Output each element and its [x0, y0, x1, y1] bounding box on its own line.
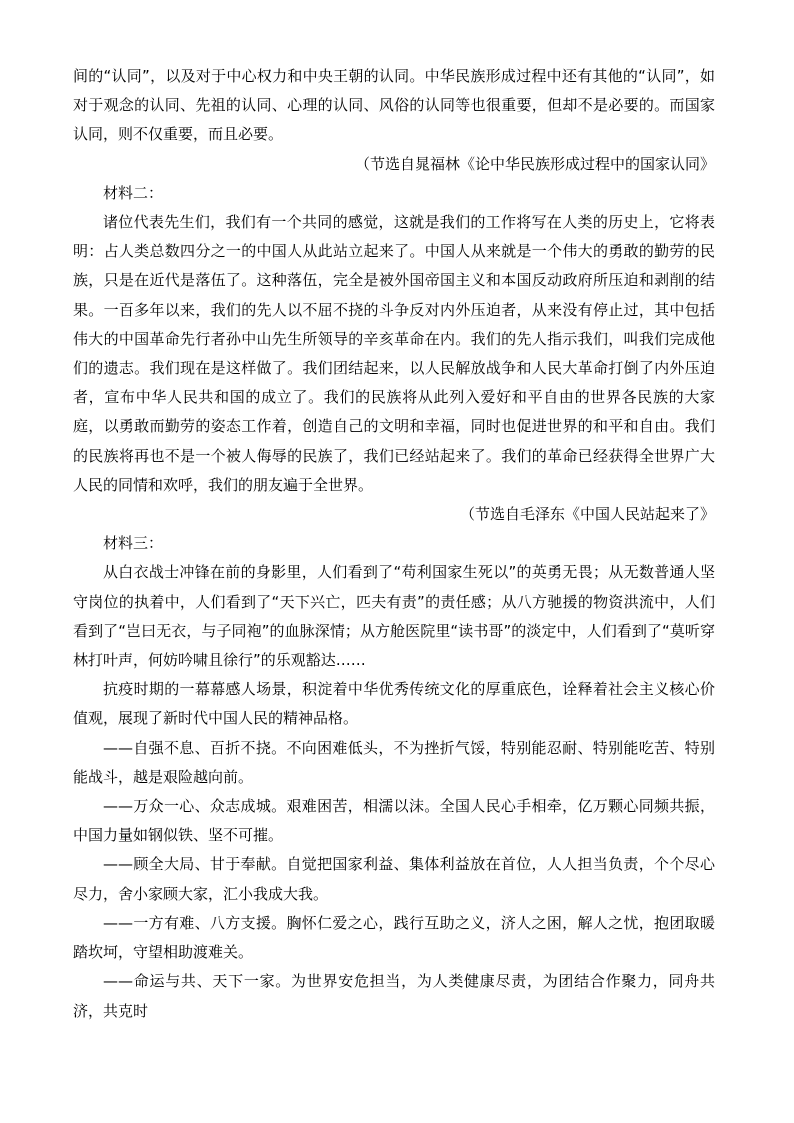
material-3-paragraph-7: ——命运与共、天下一家。为世界安危担当，为人类健康尽责，为团结合作聚力，同舟共济，共克时 — [73, 972, 715, 1020]
material-3-paragraph-5: ——顾全大局、甘于奉献。自觉把国家利益、集体利益放在首位，人人担当负责，个个尽心尽力，舍小家顾大家，汇小我成大我。 — [73, 855, 715, 903]
material-3-heading: 材料三： — [103, 534, 164, 553]
source-citation-1: （节选自晁福林《论中华民族形成过程中的国家认同》 — [354, 154, 715, 173]
document-page — [73, 62, 715, 1026]
material-3-paragraph-1: 从白衣战士冲锋在前的身影里，人们看到了“苟利国家生死以”的英勇无畏；从无数普通人坚守岗位的执着中，人们看到了“天下兴亡，匹夫有责”的责任感；从八方驰援的物资洪流中，人们看到了“岂曰无衣，与子同袍”的血脉深情；从方舱医院里“读书哥”的淡定中，人们看到了“莫听穿林打叶声，何妨吟啸且徐行”的乐观豁达…… — [73, 563, 715, 670]
source-citation-2: （节选自毛泽东《中国人民站起来了》 — [459, 505, 715, 524]
material-3-paragraph-2: 抗疫时期的一幕幕感人场景，积淀着中华优秀传统文化的厚重底色，诠释着社会主义核心价值观，展现了新时代中国人民的精神品格。 — [73, 680, 715, 728]
material-3-paragraph-4: ——万众一心、众志成城。艰难困苦，相濡以沫。全国人民心手相牵，亿万颗心同频共振，中国力量如钢似铁、坚不可摧。 — [73, 797, 715, 845]
material-3-paragraph-3: ——自强不息、百折不挠。不向困难低头，不为挫折气馁，特别能忍耐、特别能吃苦、特别能战斗，越是艰险越向前。 — [73, 738, 715, 786]
paragraph-intro: 间的“认同”，以及对于中心权力和中央王朝的认同。中华民族形成过程中还有其他的“认同”，如对于观念的认同、先祖的认同、心理的认同、风俗的认同等也很重要，但却不是必要的。而国家认同，则不仅重要，而且必要。 — [73, 67, 715, 144]
material-2-paragraph: 诸位代表先生们，我们有一个共同的感觉，这就是我们的工作将写在人类的历史上，它将表明：占人类总数四分之一的中国人从此站立起来了。中国人从来就是一个伟大的勇敢的勤劳的民族，只是在近代是落伍了。这种落伍，完全是被外国帝国主义和本国反动政府所压迫和剥削的结果。一百多年以来，我们的先人以不屈不挠的斗争反对内外压迫者，从来没有停止过，其中包括伟大的中国革命先行者孙中山先生所领导的辛亥革命在内。我们的先人指示我们，叫我们完成他们的遗志。我们现在是这样做了。我们团结起来，以人民解放战争和人民大革命打倒了内外压迫者，宣布中华人民共和国的成立了。我们的民族将从此列入爱好和平自由的世界各民族的大家庭，以勇敢而勤劳的姿态工作着，创造自己的文明和幸福，同时也促进世界的和平和自由。我们的民族将再也不是一个被人侮辱的民族了，我们已经站起来了。我们的革命已经获得全世界广大人民的同情和欢呼，我们的朋友遍于全世界。 — [73, 213, 715, 494]
material-3-paragraph-6: ——一方有难、八方支援。胸怀仁爱之心，践行互助之义，济人之困，解人之忧，抱团取暖踏坎坷，守望相助渡难关。 — [73, 913, 715, 962]
material-2-heading: 材料二： — [103, 183, 164, 202]
